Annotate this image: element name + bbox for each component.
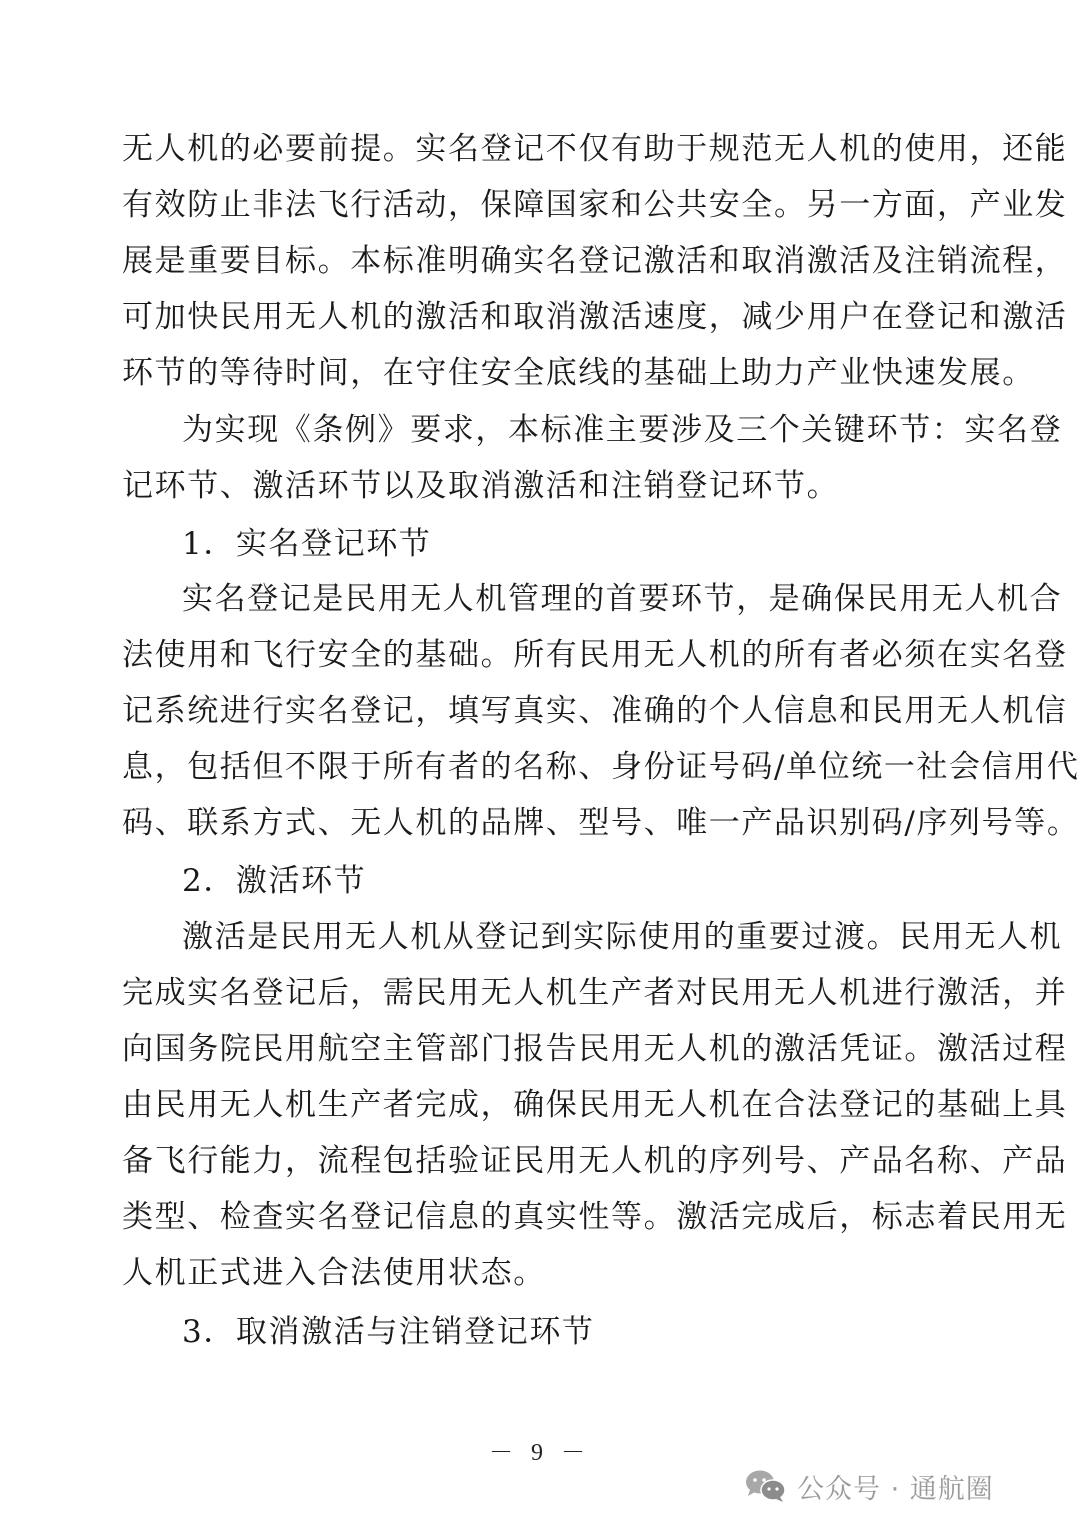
body-line: 展是重要目标。本标准明确实名登记激活和取消激活及注销流程， [122, 243, 1068, 279]
body-line: 人机正式进入合法使用状态。 [122, 1255, 546, 1291]
body-line: 类型、检查实名登记信息的真实性等。激活完成后，标志着民用无 [122, 1199, 1068, 1235]
body-line: 法使用和飞行安全的基础。所有民用无人机的所有者必须在实名登 [122, 637, 1068, 673]
page-number: － 9 － [489, 1440, 591, 1466]
body-line: 记环节、激活环节以及取消激活和注销登记环节。 [122, 468, 840, 504]
watermark [745, 1466, 994, 1506]
body-line: 记系统进行实名登记，填写真实、准确的个人信息和民用无人机信 [122, 693, 1068, 729]
body-line: 实名登记是民用无人机管理的首要环节，是确保民用无人机合 [182, 581, 1063, 617]
body-line: 可加快民用无人机的激活和取消激活速度，减少用户在登记和激活 [122, 299, 1068, 335]
body-line: 由民用无人机生产者完成，确保民用无人机在合法登记的基础上具 [122, 1087, 1068, 1123]
watermark-text: 公众号 · 通航圈 [797, 1473, 994, 1505]
body-line: 有效防止非法飞行活动，保障国家和公共安全。另一方面，产业发 [122, 187, 1068, 223]
body-line: 无人机的必要前提。实名登记不仅有助于规范无人机的使用，还能 [122, 131, 1068, 167]
body-line: 为实现《条例》要求，本标准主要涉及三个关键环节：实名登 [182, 412, 1063, 448]
section-heading: 3．取消激活与注销登记环节 [182, 1314, 595, 1350]
body-line: 完成实名登记后，需民用无人机生产者对民用无人机进行激活，并 [122, 975, 1068, 1011]
body-line: 码、联系方式、无人机的品牌、型号、唯一产品识别码/序列号等。 [122, 805, 1080, 841]
body-line: 备飞行能力，流程包括验证民用无人机的序列号、产品名称、产品 [122, 1143, 1068, 1179]
section-heading: 2．激活环节 [182, 863, 367, 899]
body-line: 息，包括但不限于所有者的名称、身份证号码/单位统一社会信用代 [122, 749, 1080, 785]
wechat-icon [745, 1469, 787, 1503]
body-line: 激活是民用无人机从登记到实际使用的重要过渡。民用无人机 [182, 919, 1063, 955]
body-line: 向国务院民用航空主管部门报告民用无人机的激活凭证。激活过程 [122, 1031, 1068, 1067]
body-line: 环节的等待时间，在守住安全底线的基础上助力产业快速发展。 [122, 355, 1035, 391]
section-heading: 1．实名登记环节 [182, 526, 432, 562]
